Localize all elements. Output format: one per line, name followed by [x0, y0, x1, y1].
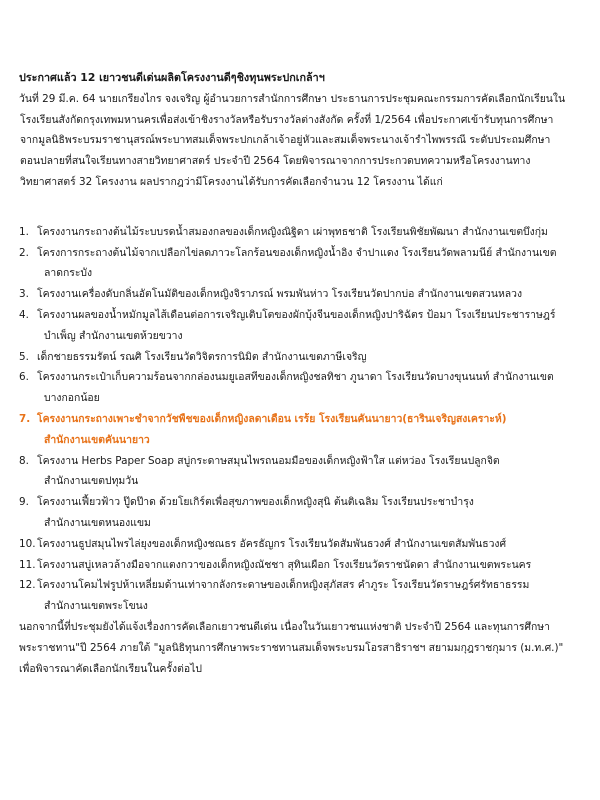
closing-line: นอกจากนี้ที่ประชุมยังได้แจ้งเรื่องการคัดเลือกเยาวชนดีเด่น เนื่องในวันเยาวชนแห่งชาติ ประจำปี 2564 และทุนการศึกษา	[19, 620, 550, 633]
item-continuation-line: สำนักงานเขตพระโขนง	[44, 600, 148, 613]
item-number: 3.	[19, 288, 29, 301]
item-continuation-line: บำเพ็ญ สำนักงานเขตห้วยขวาง	[44, 329, 183, 342]
item-line: โครงการกระถางต้นไม้จากเปลือกไข่ลดภาวะโลกร้อนของเด็กหญิงน้ำอิง จำปาแดง โรงเรียนวัดพลามนีย์ สำนักงานเขต	[37, 246, 557, 259]
item-number: 10.	[19, 537, 36, 550]
item-text	[37, 284, 585, 305]
item-text	[37, 555, 585, 576]
project-list-item	[19, 347, 585, 368]
intro-line: จากมูลนิธิพระบรมราชานุสรณ์พระบาทสมเด็จพระปกเกล้าเจ้าอยู่หัวและสมเด็จพระนางเจ้ารำไพพรรณี ระดับประถมศึกษา	[20, 134, 551, 147]
item-continuation-line: บางกอกน้อย	[44, 392, 100, 405]
item-line: โครงงานกระถางต้นไม้ระบบรดน้ำสมองกลของเด็กหญิงณิฐิดา เผ่าพุทธชาติ โรงเรียนพิชัยพัฒนา สำนักงานเขตบึงกุ่ม	[37, 225, 548, 238]
item-number: 8.	[19, 454, 29, 467]
item-line: โครงงานกระเป๋าเก็บความร้อนจากกล่องนมยูเอสทีของเด็กหญิงชลทิชา ภูนาดา โรงเรียนวัดบางขุนนนท์ สำนักงานเขต	[37, 371, 554, 384]
project-list-item	[19, 451, 585, 493]
item-line: โครงงานเครื่องดับกลิ่นอัตโนมัติของเด็กหญิงจิราภรณ์ พรมพันห่าว โรงเรียนวัดปากบ่อ สำนักงานเขตสวนหลวง	[37, 288, 523, 301]
item-text	[37, 305, 585, 347]
item-number: 9.	[19, 496, 29, 509]
item-text	[37, 575, 585, 617]
project-list-item	[19, 284, 585, 305]
item-line: โครงงานกระถางเพาะชำจากวัชพืชของเด็กหญิงลดาเดือน เรร้ย โรงเรียนคันนายาว(ธารินเจริญสงเคราะห์)	[37, 412, 507, 425]
item-line: โครงงานธูปสมุนไพรไล่ยุงของเด็กหญิงชณธร อัครธัญกร โรงเรียนวัดสัมพันธวงศ์ สำนักงานเขตสัมพันธวงศ์	[37, 537, 507, 550]
intro-line: วันที่ 29 มี.ค. 64 นายเกรียงไกร จงเจริญ ผู้อำนวยการสำนักการศึกษา ประธานการประชุมคณะกรรมการคัดเลือกนักเรียนใน	[19, 92, 566, 105]
closing-line: พระราชทาน"ปี 2564 ภายใต้ "มูลนิธิทุนการศึกษาพระราชทานสมเด็จพระบรมโอรสาธิราชฯ สยามมกุฎราชกุมาร (ม.ท.ศ.)"	[19, 641, 564, 654]
project-list-item	[19, 305, 585, 347]
intro-line: ตอนปลายที่สนใจเรียนทางสายวิทยาศาสตร์ ประจำปี 2564 โดยพิจารณาจากการประกวดบทความหรือโครงงานทาง	[20, 155, 531, 168]
item-line: เด็กชายธรรมรัตน์ รณศิ โรงเรียนวัดวิจิตรการนิมิต สำนักงานเขตภาษีเจริญ	[37, 350, 367, 363]
headline: ประกาศแล้ว 12 เยาวชนดีเด่นผลิตโครงงานดีๆชิงทุนพระปกเกล้าฯ	[19, 71, 325, 84]
project-list-item	[19, 367, 585, 409]
project-list-item	[19, 222, 585, 243]
project-list-item	[19, 492, 585, 534]
item-number: 1.	[19, 225, 29, 238]
item-continuation-line: ลาดกระบัง	[44, 267, 93, 280]
project-list	[19, 222, 585, 617]
item-number: 6.	[19, 371, 29, 384]
project-list-item	[19, 409, 585, 451]
item-text	[37, 222, 585, 243]
item-line: โครงงานสบู่เหลวล้างมือจากแตงกวาของเด็กหญิงณัชชา สุทินเผือก โรงเรียนวัดราชนัดดา สำนักงานเขตพระนคร	[37, 558, 532, 571]
item-line: โครงงาน Herbs Paper Soap สบู่กระดาษสมุนไพรถนอมมือของเด็กหญิงฟ้าใส แต่หว่อง โรงเรียนปลูกจิต	[37, 454, 500, 467]
item-line: โครงงานโคมไฟรูปห้าเหลี่ยมด้านเท่าจากลังกระดาษของเด็กหญิงสุภัสสร คำภูระ โรงเรียนวัดราษฎร์ศรัทธาธรรม	[37, 579, 530, 592]
item-continuation-line: สำนักงานเขตคันนายาว	[44, 433, 150, 446]
item-number: 5.	[19, 350, 29, 363]
intro-line: วิทยาศาสตร์ 32 โครงงาน ผลปรากฎว่ามีโครงงานได้รับการคัดเลือกจำนวน 12 โครงงาน ได้แก่	[20, 175, 443, 188]
item-number: 2.	[19, 246, 29, 259]
project-list-item	[19, 575, 585, 617]
item-text	[37, 243, 585, 285]
intro-paragraph	[19, 89, 585, 193]
project-list-item	[19, 243, 585, 285]
news-document	[19, 68, 585, 679]
item-continuation-line: สำนักงานเขตปทุมวัน	[44, 475, 139, 488]
item-text	[37, 347, 585, 368]
item-text	[37, 492, 585, 534]
intro-line: โรงเรียนสังกัดกรุงเทพมหานครเพื่อส่งเข้าชิงรางวัลหรือรับรางวัลต่างสังกัด ครั้งที่ 1/2564 เพื่อประกาศเข้ารับทุนการศึกษา	[20, 113, 554, 126]
item-text	[37, 409, 585, 451]
item-number: 12.	[19, 579, 36, 592]
item-number: 4.	[19, 308, 29, 321]
item-number: 7.	[19, 412, 31, 425]
item-text	[37, 367, 585, 409]
item-continuation-line: สำนักงานเขตหนองแขม	[44, 516, 151, 529]
item-line: โครงงานเฟี้ยวฟ้าว ปู๊ดป๊าด ด้วยโยเกิร์ตเพื่อสุขภาพของเด็กหญิงสุนิ ต้นติเฉลิม โรงเรียนประชาบำรุง	[37, 496, 474, 509]
item-text	[37, 451, 585, 493]
item-number: 11.	[19, 558, 36, 571]
item-text	[37, 534, 585, 555]
closing-line: เพื่อพิจารณาคัดเลือกนักเรียนในครั้งต่อไป	[19, 662, 202, 675]
project-list-item	[19, 534, 585, 555]
closing-paragraph	[19, 617, 585, 679]
project-list-item	[19, 555, 585, 576]
item-line: โครงงานผลของน้ำหมักมูลไส้เดือนต่อการเจริญเติบโตของผักบุ้งจีนของเด็กหญิงปาริฉัตร ป้อมา โรงเรียนประชาราษฎร์	[37, 308, 556, 321]
